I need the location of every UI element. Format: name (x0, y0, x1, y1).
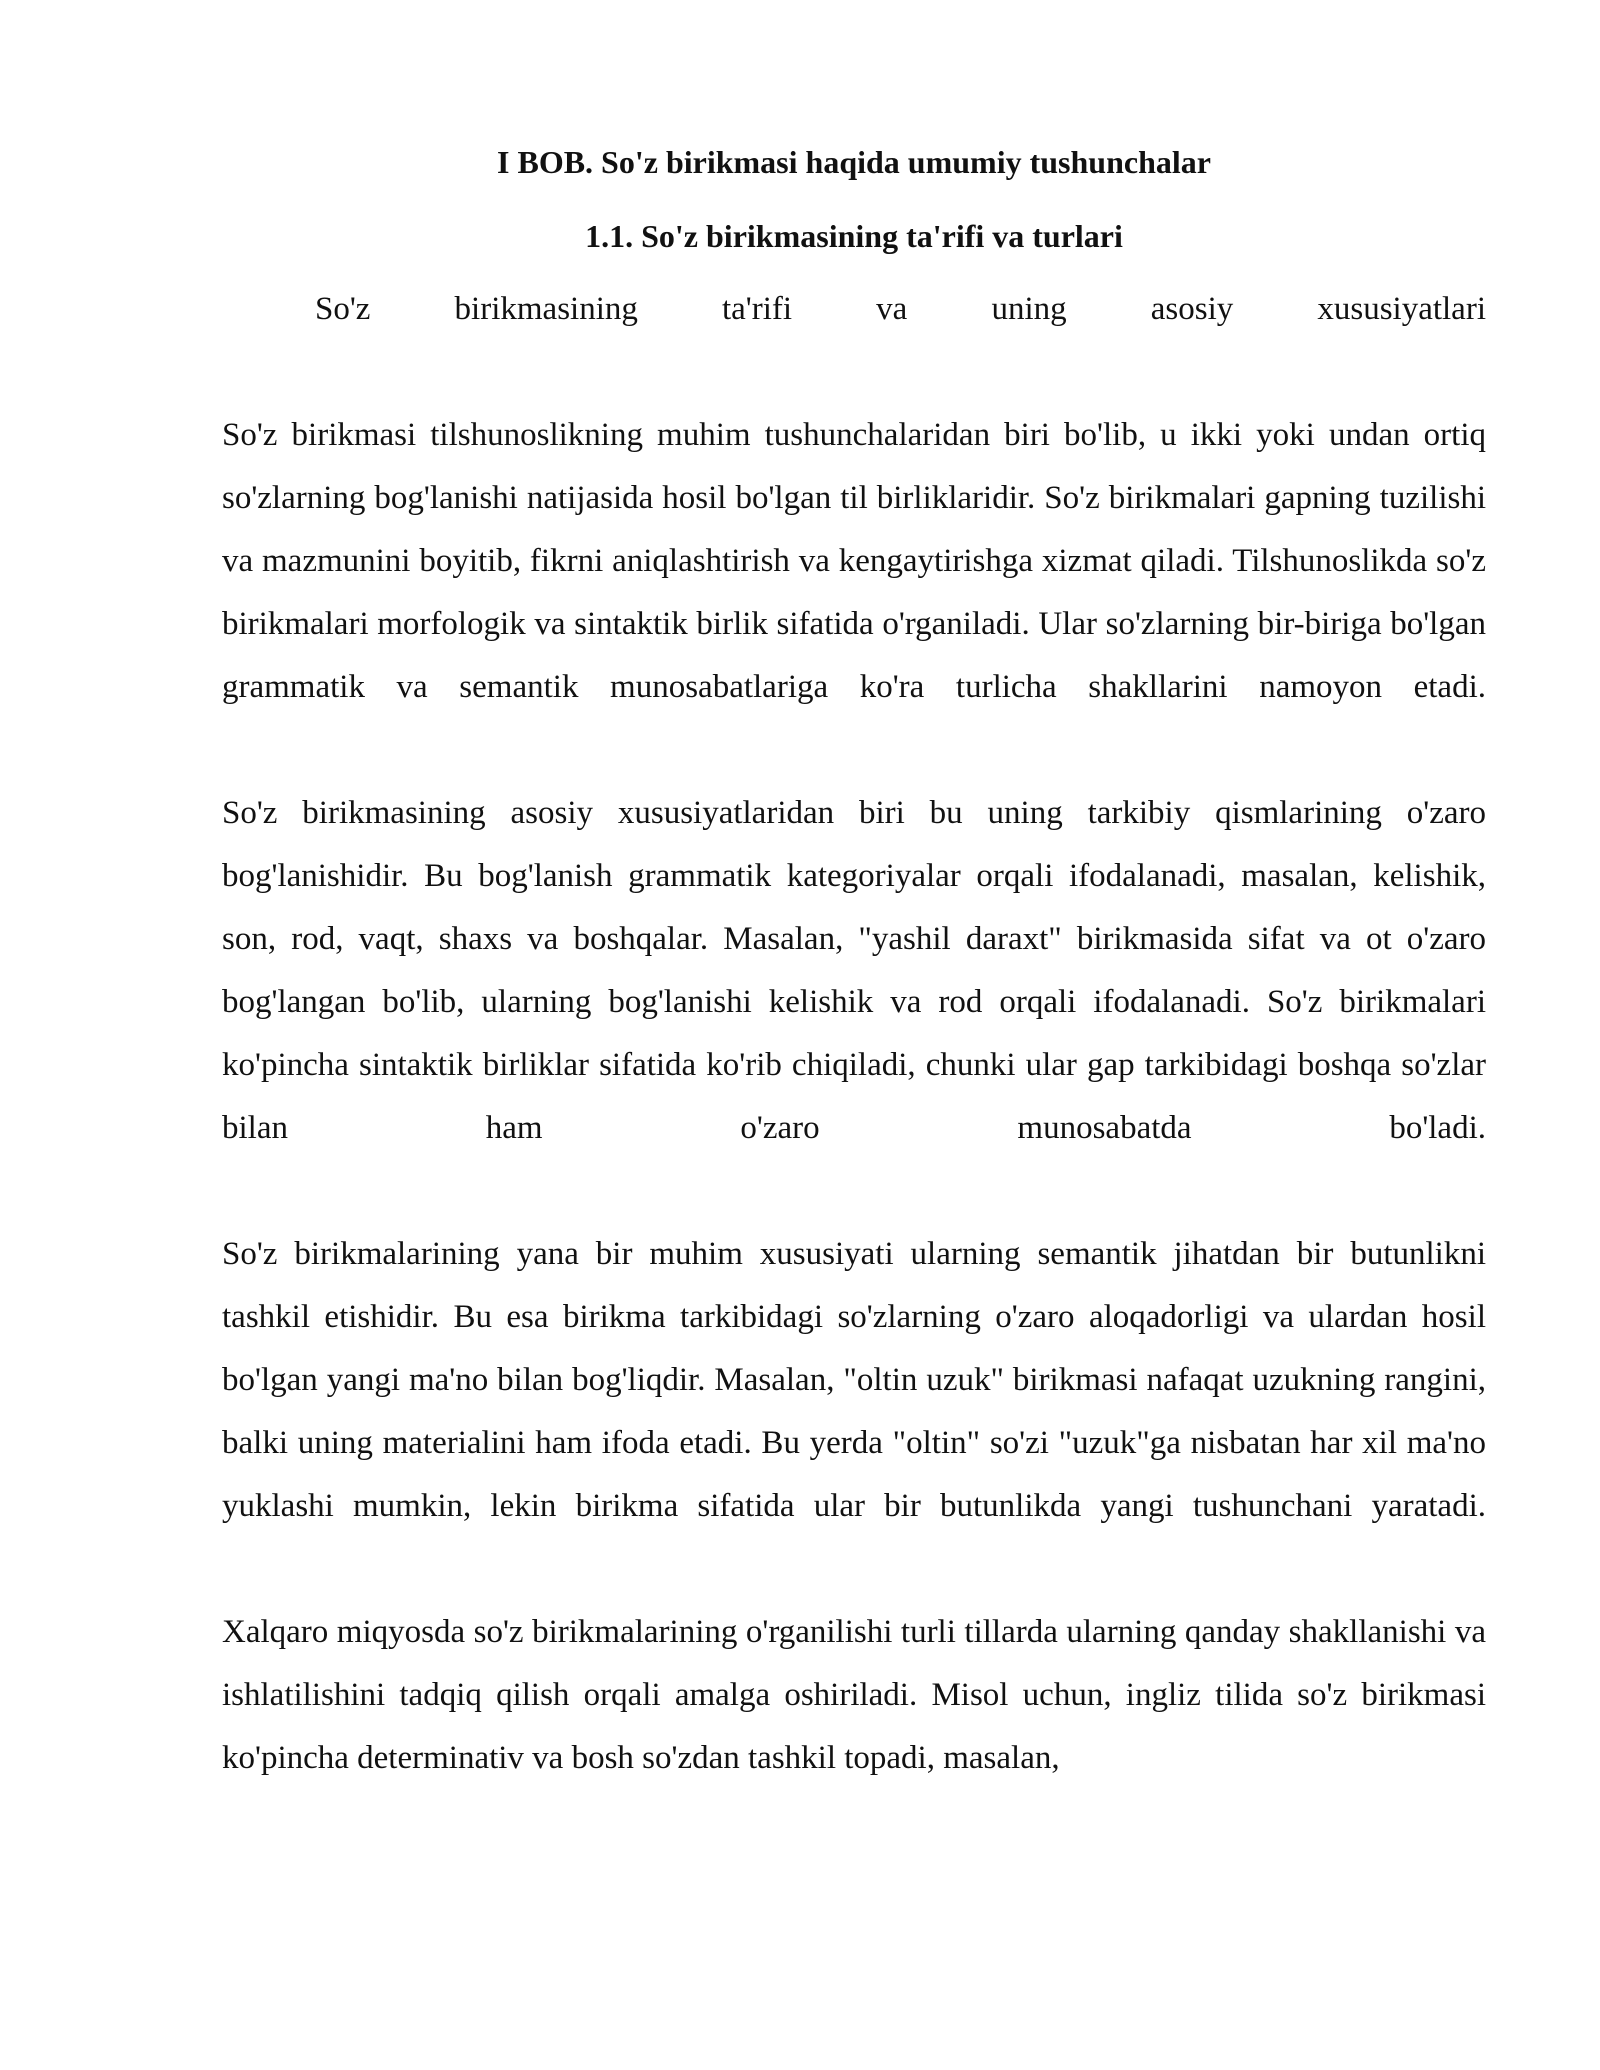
paragraph: So'z birikmasining asosiy xususiyatlaridan biri bu uning tarkibiy qismlarining o'zaro bog'lanishidir. Bu bog'lanish grammatik kategoriyalar orqali ifodalanadi, masalan, kelishik, son, rod, vaqt, shaxs va boshqalar. Masalan, "yashil daraxt" birikmasida sifat va ot o'zaro bog'langan bo'lib, ularning bog'lanishi kelishik va rod orqali ifodalanadi. So'z birikmalari ko'pincha sintaktik birliklar sifatida ko'rib chiqiladi, chunki ular gap tarkibidagi boshqa so'zlar bilan ham o'zaro munosabatda bo'ladi. (222, 795, 1486, 1146)
document-body (222, 142, 1486, 1853)
chapter-title: I BOB. So'z birikmasi haqida umumiy tushunchalar (497, 144, 1211, 180)
section-title: 1.1. So'z birikmasining ta'rifi va turlari (585, 218, 1123, 254)
paragraph: Xalqaro miqyosda so'z birikmalarining o'rganilishi turli tillarda ularning qanday shakllanishi va ishlatilishini tadqiq qilish orqali amalga oshiriladi. Misol uchun, ingliz tilida so'z birikmasi ko'pincha determinativ va bosh so'zdan tashkil topadi, masalan, (222, 1614, 1486, 1776)
paragraph: So'z birikmasi tilshunoslikning muhim tushunchalaridan biri bo'lib, u ikki yoki undan ortiq so'zlarning bog'lanishi natijasida hosil bo'lgan til birliklaridir. So'z birikmalari gapning tuzilishi va mazmunini boyitib, fikrni aniqlashtirish va kengaytirishga xizmat qiladi. Tilshunoslikda so'z birikmalari morfologik va sintaktik birlik sifatida o'rganiladi. Ular so'zlarning bir-biriga bo'lgan grammatik va semantik munosabatlariga ko'ra turlicha shakllarini namoyon etadi. (222, 417, 1486, 705)
paragraph: So'z birikmalarining yana bir muhim xususiyati ularning semantik jihatdan bir butunlikni tashkil etishidir. Bu esa birikma tarkibidagi so'zlarning o'zaro aloqadorligi va ulardan hosil bo'lgan yangi ma'no bilan bog'liqdir. Masalan, "oltin uzuk" birikmasi nafaqat uzukning rangini, balki uning materialini ham ifoda etadi. Bu yerda "oltin" so'zi "uzuk"ga nisbatan har xil ma'no yuklashi mumkin, lekin birikma sifatida ular bir butunlikda yangi tushunchani yaratadi. (222, 1236, 1486, 1524)
subsection-title: So'z birikmasining ta'rifi va uning asosiy xususiyatlari (315, 291, 1486, 327)
